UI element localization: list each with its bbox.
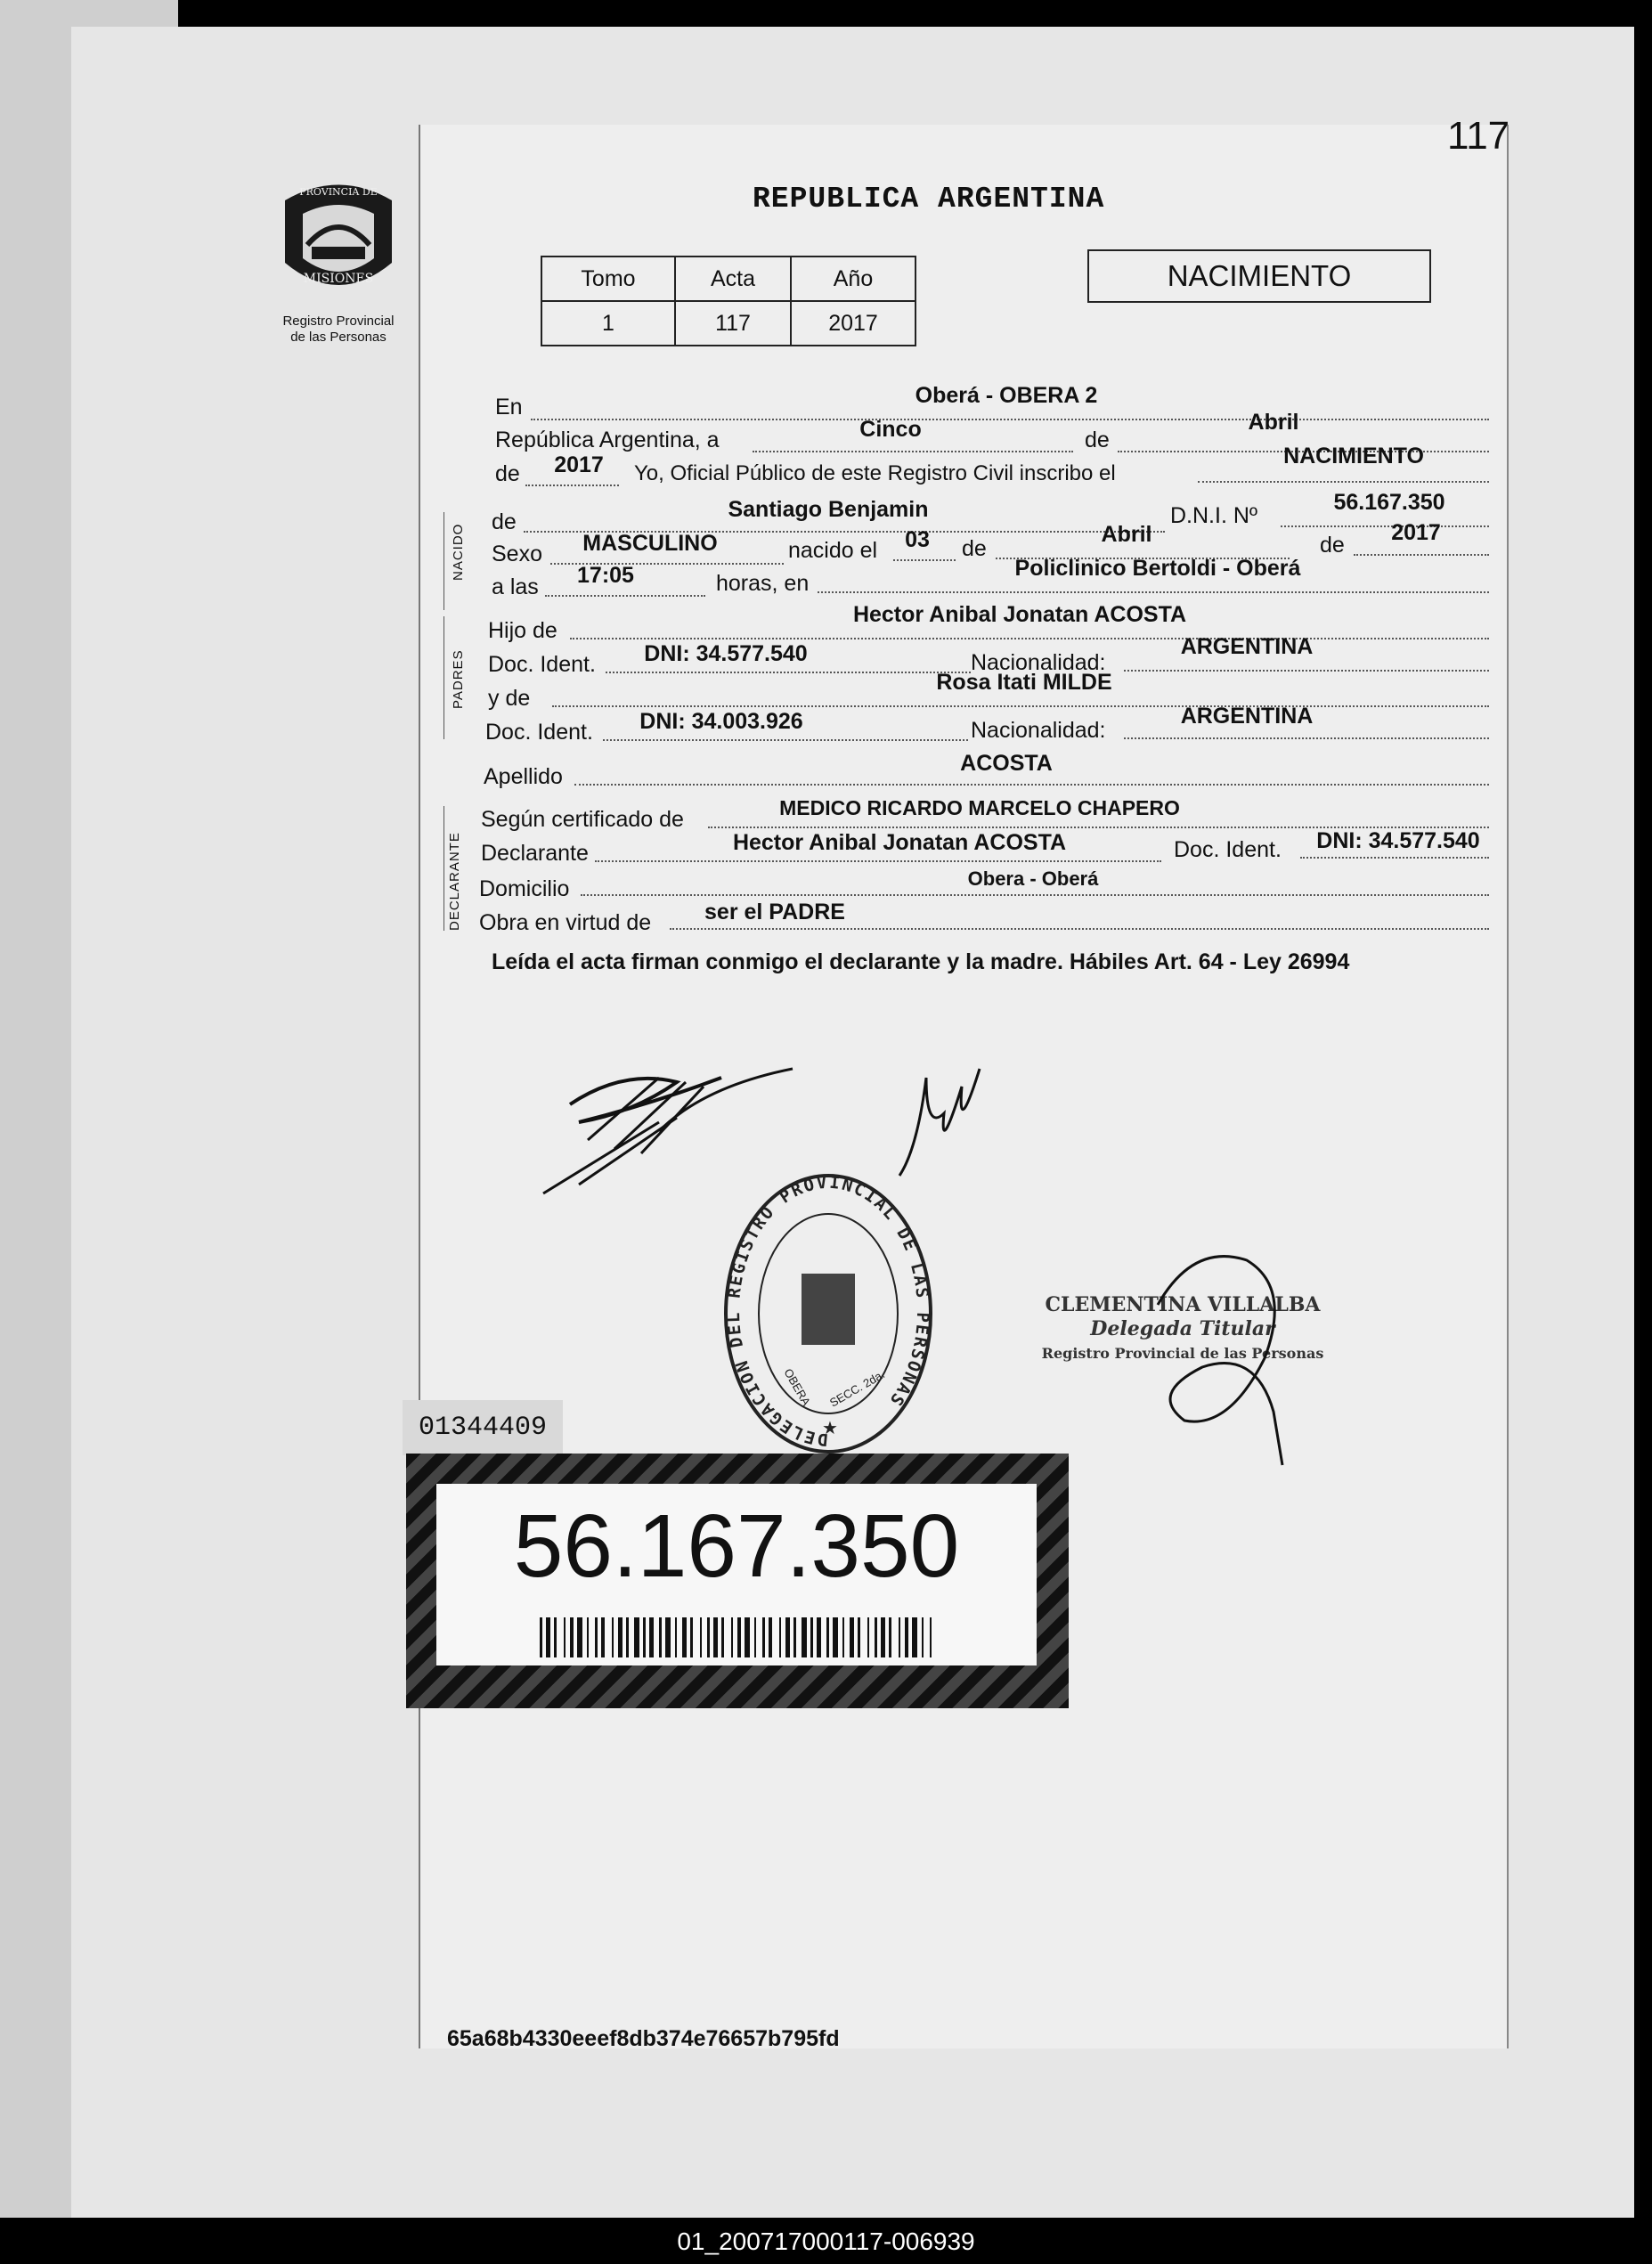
value-padre-doc: DNI: 34.577.540 bbox=[644, 641, 808, 666]
barcode-bar bbox=[842, 1617, 844, 1657]
barcode-bar bbox=[713, 1617, 718, 1657]
barcode-bar bbox=[659, 1617, 662, 1657]
label-hijo-de: Hijo de bbox=[488, 618, 557, 643]
seal-inner-right: SECC. 2da. bbox=[827, 1367, 887, 1410]
logo-caption bbox=[258, 314, 419, 346]
value-madre: Rosa Itati MILDE bbox=[936, 670, 1112, 695]
registry-seal bbox=[717, 1167, 940, 1461]
barcode-bar bbox=[769, 1617, 772, 1657]
barcode-bar bbox=[731, 1617, 733, 1657]
label-republica: República Argentina, a bbox=[495, 428, 720, 452]
barcode-bar bbox=[785, 1617, 790, 1657]
label-apellido: Apellido bbox=[484, 764, 563, 789]
barcode-bar bbox=[618, 1617, 623, 1657]
document-hash: 65a68b4330eeef8db374e76657b795fd bbox=[447, 2026, 840, 2051]
barcode-bar bbox=[649, 1617, 654, 1657]
value-declarante-doc: DNI: 34.577.540 bbox=[1316, 828, 1480, 853]
registry-header-anio: Año bbox=[791, 257, 916, 301]
barcode-bar bbox=[546, 1617, 550, 1657]
barcode-bar bbox=[826, 1617, 829, 1657]
registry-table bbox=[541, 256, 916, 346]
logo-text-top: PROVINCIA DE bbox=[299, 186, 378, 198]
value-declarante: Hector Anibal Jonatan ACOSTA bbox=[732, 830, 1067, 855]
barcode-bar bbox=[707, 1617, 710, 1657]
barcode-bar bbox=[612, 1617, 614, 1657]
label-nacido-el: nacido el bbox=[788, 538, 878, 563]
barcode-bar bbox=[721, 1617, 724, 1657]
value-mes: Abril bbox=[1248, 410, 1299, 435]
dots-padre-nac bbox=[1124, 670, 1489, 672]
dots-domicilio bbox=[581, 894, 1489, 896]
value-nac-mes: Abril bbox=[1101, 522, 1152, 547]
barcode-sticker bbox=[406, 1454, 1069, 1708]
barcode-bar bbox=[817, 1617, 821, 1657]
barcode-bar bbox=[700, 1617, 702, 1657]
barcode-bar bbox=[554, 1617, 557, 1657]
value-hora: 17:05 bbox=[577, 563, 634, 588]
label-dni: D.N.I. Nº bbox=[1170, 503, 1258, 528]
barcode-bar bbox=[762, 1617, 765, 1657]
label-horas-en: horas, en bbox=[716, 571, 810, 596]
label-en: En bbox=[495, 395, 523, 419]
barcode-bar bbox=[601, 1617, 605, 1657]
barcode-bar bbox=[643, 1617, 646, 1657]
stamp-role: Delegada Titular bbox=[1090, 1317, 1275, 1340]
value-virtud: ser el PADRE bbox=[704, 900, 845, 924]
barcode-bar bbox=[867, 1617, 869, 1657]
value-domicilio: Obera - Oberá bbox=[967, 867, 1099, 890]
barcode-bar bbox=[802, 1617, 807, 1657]
barcode-bar bbox=[634, 1617, 639, 1657]
barcode-bar bbox=[905, 1617, 908, 1657]
value-apellido: ACOSTA bbox=[960, 751, 1053, 776]
label-sexo: Sexo bbox=[492, 542, 542, 566]
label-domicilio: Domicilio bbox=[479, 876, 570, 901]
closing-note: Leída el acta firman conmigo el declarante y la madre. Hábiles Art. 64 - Ley 26994 bbox=[492, 949, 1350, 974]
barcode-bar bbox=[793, 1617, 796, 1657]
label-de-mes: de bbox=[1085, 428, 1110, 452]
barcode-bar bbox=[850, 1617, 854, 1657]
mother-signature bbox=[891, 1060, 997, 1185]
dots-virtud bbox=[670, 928, 1489, 930]
registry-header-acta: Acta bbox=[675, 257, 791, 301]
value-dia: Cinco bbox=[859, 417, 922, 442]
value-madre-nac: ARGENTINA bbox=[1180, 704, 1314, 729]
label-doc-ident-2: Doc. Ident. bbox=[485, 720, 593, 745]
barcode-bar bbox=[595, 1617, 598, 1657]
value-inscribe: NACIMIENTO bbox=[1283, 444, 1424, 468]
label-obra-en-virtud: Obra en virtud de bbox=[479, 910, 652, 935]
value-padre-nac: ARGENTINA bbox=[1180, 634, 1314, 659]
barcode-bar bbox=[889, 1617, 891, 1657]
value-nac-dia: 03 bbox=[905, 527, 930, 552]
barcode-bar bbox=[570, 1617, 574, 1657]
logo-caption-line-1: Registro Provincial bbox=[282, 314, 395, 329]
dots-anio bbox=[525, 485, 619, 486]
dots-madre-doc bbox=[603, 739, 968, 741]
registry-value-tomo: 1 bbox=[541, 301, 675, 346]
registry-value-anio: 2017 bbox=[791, 301, 916, 346]
dots-declarante bbox=[595, 860, 1161, 862]
label-de-dia: de bbox=[962, 536, 987, 561]
barcode-bar bbox=[922, 1617, 924, 1657]
value-dni: 56.167.350 bbox=[1333, 490, 1445, 515]
label-segun-certificado: Según certificado de bbox=[481, 807, 684, 832]
barcode-bar bbox=[930, 1617, 932, 1657]
label-de-anio: de bbox=[495, 461, 520, 486]
side-label-nacido: NACIDO bbox=[451, 523, 466, 581]
label-yo-oficial: Yo, Oficial Público de este Registro Civil inscribo el bbox=[634, 461, 1116, 485]
barcode-bar bbox=[540, 1617, 542, 1657]
official-signature bbox=[1131, 1234, 1309, 1474]
stamp-org: Registro Provincial de las Personas bbox=[1041, 1345, 1324, 1362]
barcode-bar bbox=[754, 1617, 756, 1657]
label-a-las: a las bbox=[492, 574, 539, 599]
label-de-anio2: de bbox=[1320, 533, 1345, 558]
value-nombre: Santiago Benjamin bbox=[728, 497, 929, 522]
dots-hora bbox=[545, 595, 705, 597]
barcode-bar bbox=[682, 1617, 687, 1657]
dots-nac-anio bbox=[1354, 554, 1489, 556]
dots-declarante-doc bbox=[1300, 857, 1489, 859]
dots-madre-nac bbox=[1124, 737, 1489, 739]
dots-inscribe bbox=[1198, 481, 1489, 483]
province-crest-logo bbox=[267, 174, 410, 307]
label-doc-ident-3: Doc. Ident. bbox=[1174, 837, 1282, 862]
logo-caption-line-2: de las Personas bbox=[290, 330, 387, 345]
seal-star: ★ bbox=[822, 1419, 838, 1438]
value-lugar: Oberá - OBERA 2 bbox=[915, 383, 1098, 408]
dots-madre bbox=[552, 705, 1489, 707]
value-lugar-nac: Policlinico Bertoldi - Oberá bbox=[1014, 556, 1301, 581]
barcode-bar bbox=[858, 1617, 860, 1657]
barcode-bar bbox=[564, 1617, 566, 1657]
seal-inner-left: OBERA bbox=[781, 1366, 814, 1408]
label-doc-ident-1: Doc. Ident. bbox=[488, 652, 596, 677]
value-nac-anio: 2017 bbox=[1391, 520, 1441, 545]
barcode-bar bbox=[912, 1617, 917, 1657]
record-type-box: NACIMIENTO bbox=[1087, 249, 1431, 303]
barcode-bar bbox=[690, 1617, 693, 1657]
barcode-bar bbox=[779, 1617, 781, 1657]
logo-text-bottom: MISIONES bbox=[303, 272, 374, 286]
dots-padre bbox=[570, 638, 1489, 639]
value-padre: Hector Anibal Jonatan ACOSTA bbox=[852, 602, 1187, 627]
barcode-bar bbox=[899, 1617, 900, 1657]
barcode-bar bbox=[810, 1617, 813, 1657]
barcode-number: 56.167.350 bbox=[513, 1496, 960, 1596]
side-label-declarante: DECLARANTE bbox=[447, 832, 462, 931]
barcode-bar bbox=[745, 1617, 750, 1657]
value-madre-doc: DNI: 34.003.926 bbox=[639, 709, 803, 734]
dots-dia bbox=[753, 451, 1073, 452]
registry-value-acta: 117 bbox=[675, 301, 791, 346]
registry-value-row bbox=[541, 301, 916, 346]
stamp-name: CLEMENTINA VILLALBA bbox=[1045, 1293, 1321, 1316]
seal-ring-text: DELEGACION DEL REGISTRO PROVINCIAL DE LAS PERSONAS bbox=[723, 1172, 933, 1450]
page-number: 117 bbox=[1447, 114, 1510, 158]
value-anio: 2017 bbox=[554, 452, 604, 477]
barcode-panel bbox=[436, 1484, 1037, 1665]
barcode-bar bbox=[881, 1617, 885, 1657]
barcode-bar bbox=[833, 1617, 838, 1657]
barcode-bar bbox=[665, 1617, 671, 1657]
barcode-bar bbox=[875, 1617, 877, 1657]
dots-nac-dia bbox=[893, 559, 956, 561]
barcode-bar bbox=[587, 1617, 589, 1657]
label-de-nombre: de bbox=[492, 509, 517, 534]
dots-apellido bbox=[574, 784, 1489, 786]
registry-header-tomo: Tomo bbox=[541, 257, 675, 301]
side-label-padres: PADRES bbox=[451, 649, 466, 709]
reference-number: 01344409 bbox=[403, 1400, 563, 1455]
barcode-bars bbox=[540, 1617, 932, 1657]
barcode-bar bbox=[675, 1617, 677, 1657]
file-id-footer: 01_200717000117-006939 bbox=[0, 2219, 1652, 2264]
label-declarante: Declarante bbox=[481, 841, 589, 866]
dots-lugar-nac bbox=[818, 591, 1489, 593]
registry-header-row bbox=[541, 257, 916, 301]
barcode-bar bbox=[577, 1617, 582, 1657]
value-certificado: MEDICO RICARDO MARCELO CHAPERO bbox=[779, 796, 1180, 819]
value-sexo: MASCULINO bbox=[582, 531, 718, 556]
document-title: REPUBLICA ARGENTINA bbox=[753, 183, 1105, 216]
label-nacionalidad-1: Nacionalidad: bbox=[971, 650, 1106, 675]
label-y-de: y de bbox=[488, 686, 531, 711]
barcode-bar bbox=[737, 1617, 741, 1657]
label-nacionalidad-2: Nacionalidad: bbox=[971, 718, 1106, 743]
barcode-bar bbox=[626, 1617, 629, 1657]
